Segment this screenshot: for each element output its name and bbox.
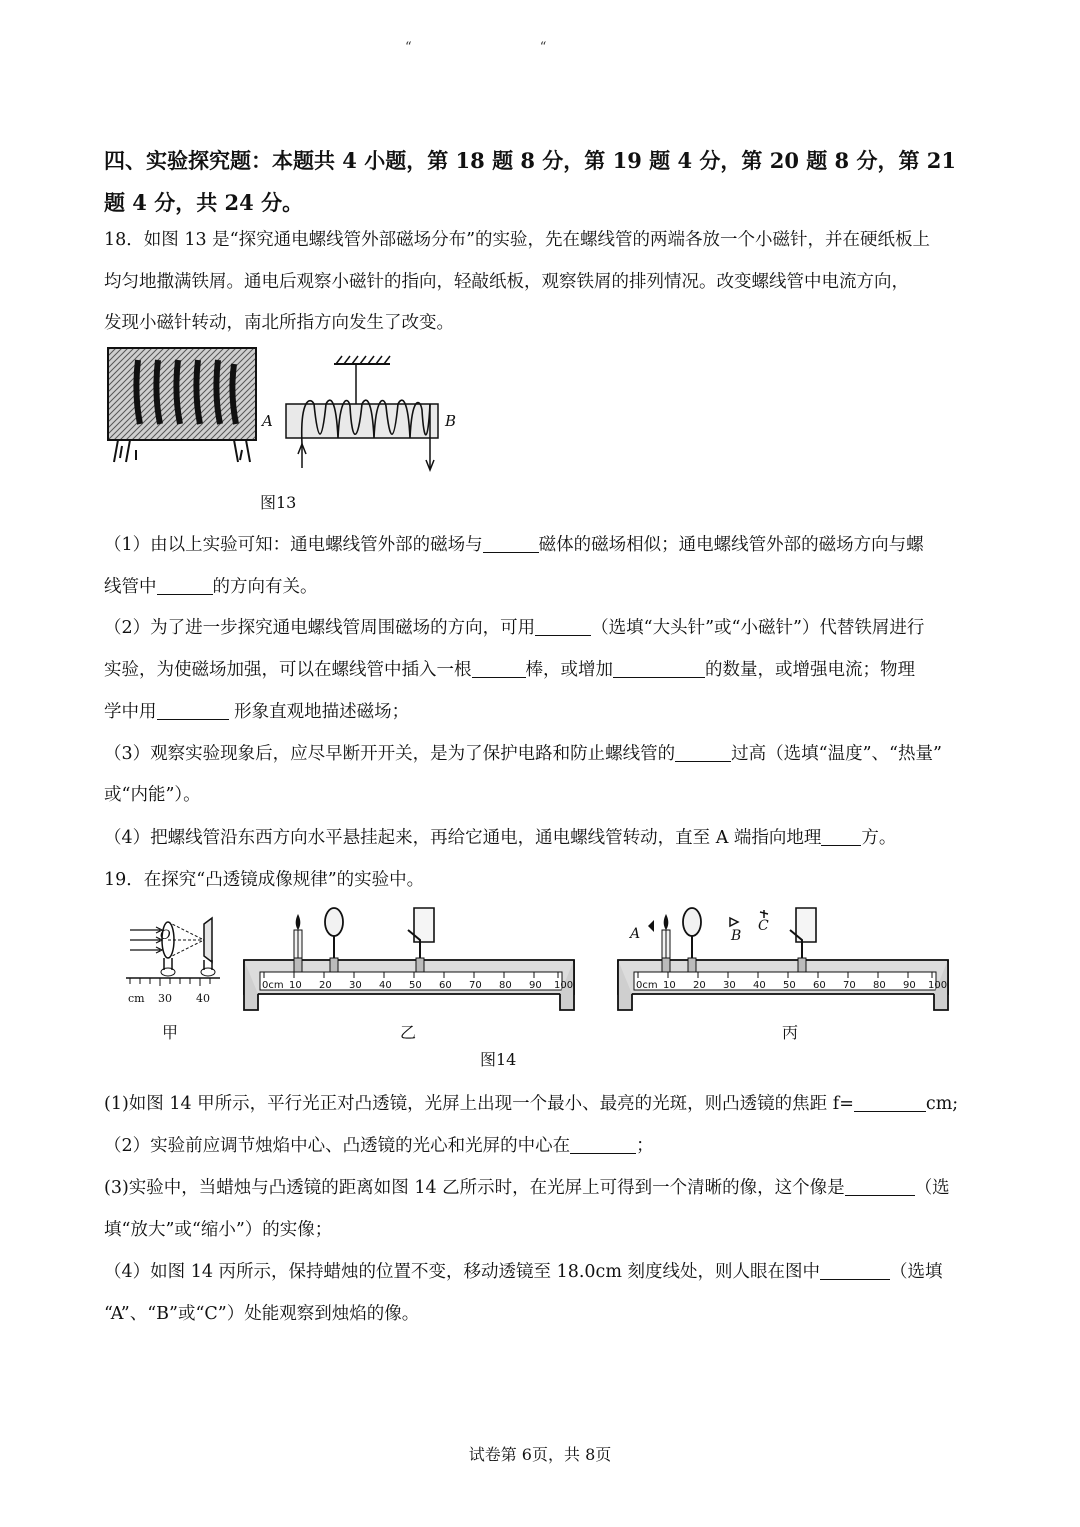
figure14-bing: [618, 908, 948, 1010]
bing-ruler-60: 60: [813, 980, 826, 991]
figure14-yi: [244, 908, 574, 1010]
bing-ruler-40: 40: [753, 980, 766, 991]
q19-part2-text-a: （2）实验前应调节烛焰中心、凸透镜的光心和光屏的中心在: [104, 1136, 571, 1156]
q19-part4-text-b: （选填: [890, 1262, 943, 1282]
q19-part3-text-a: (3)实验中，当蜡烛与凸透镜的距离如图 14 乙所示时，在光屏上可得到一个清晰的像，这个像是: [104, 1178, 845, 1198]
section-heading: 四、实验探究题：本题共 4 小题，第 18 题 8 分，第 19 题 4 分，第 20 题 8 分，第 21 题 4 分，共 24 分。: [104, 148, 957, 215]
q18-blank-6[interactable]: [157, 702, 229, 721]
q18-stem-line1: 18．如图 13 是“探究通电螺线管外部磁场分布”的实验，先在螺线管的两端各放一个小磁针，并在硬纸板上: [104, 230, 931, 250]
q18-stem-line3: 发现小磁针转动，南北所指方向发生了改变。: [104, 313, 454, 333]
q18-blank-7[interactable]: [675, 744, 731, 763]
bing-ruler-80: 80: [873, 980, 886, 991]
bing-ruler-50: 50: [783, 980, 796, 991]
q18-part4-line1: [104, 824, 896, 849]
bing-ruler-70: 70: [843, 980, 856, 991]
yi-ruler-20: 20: [319, 980, 332, 991]
q18-part1-text-d: 的方向有关。: [212, 577, 318, 597]
q19-part1-text-a: (1)如图 14 甲所示，平行光正对凸透镜，光屏上出现一个最小、最亮的光斑，则凸透镜的焦距 f=: [104, 1094, 854, 1114]
q18-part2-text-g: 形象直观地描述磁场；: [234, 702, 410, 722]
yi-ruler-30: 30: [349, 980, 362, 991]
q18-part2-line2: [104, 656, 915, 681]
iron-filings-board: [108, 348, 256, 462]
page-footer: 试卷第 6页，共 8页: [468, 1445, 612, 1464]
figure14-sub-yi: 乙: [400, 1023, 417, 1042]
bing-label-a: A: [630, 926, 641, 942]
q19-blank-2[interactable]: [570, 1136, 636, 1155]
jia-tick-2: 40: [196, 992, 210, 1005]
q19-part3-line2: 填“放大”或“缩小”）的实像；: [104, 1220, 333, 1240]
bing-label-b: B: [731, 928, 742, 944]
q18-part1-line2: [104, 573, 318, 598]
q19-part2-text-b: ；: [636, 1136, 654, 1156]
q18-part2-text-b: （选填“大头针”或“小磁针”）代替铁屑进行: [591, 618, 925, 638]
yi-ruler-100: 100: [554, 980, 574, 991]
top-marks: “ “: [405, 40, 609, 55]
q19-part1-line: [104, 1090, 958, 1115]
q18-part3-text-b: 过高（选填“温度”、“热量”: [731, 744, 942, 764]
yi-ruler-60: 60: [439, 980, 452, 991]
figure14-sub-bing: 丙: [782, 1023, 799, 1042]
q18-blank-8[interactable]: [821, 828, 861, 847]
figure13-caption: 图13: [260, 493, 297, 512]
q18-part3-line1: [104, 740, 942, 765]
q18-blank-2[interactable]: [157, 577, 213, 596]
yi-ruler-40: 40: [379, 980, 392, 991]
jia-label-o: O: [160, 928, 171, 943]
figure14: [120, 900, 960, 1020]
q18-blank-4[interactable]: [472, 660, 526, 679]
bing-ruler-100: 100: [928, 980, 948, 991]
yi-ruler-70: 70: [469, 980, 482, 991]
yi-ruler-10: 10: [289, 980, 302, 991]
yi-ruler-90: 90: [529, 980, 542, 991]
q18-part4-text-b: 方。: [861, 828, 897, 848]
q18-part1-text-a: （1）由以上实验可知：通电螺线管外部的磁场与: [104, 535, 483, 555]
yi-ruler-50: 50: [409, 980, 422, 991]
q18-part2-text-f: 学中用: [104, 702, 157, 722]
q19-part4-text-a: （4）如图 14 丙所示，保持蜡烛的位置不变，移动透镜至 18.0cm 刻度线处，则人眼在图中: [104, 1262, 821, 1282]
q18-part3-text-a: （3）观察实验现象后，应尽早断开开关，是为了保护电路和防止螺线管的: [104, 744, 676, 764]
q19-part4-line2: “A”、“B”或“C”）处能观察到烛焰的像。: [104, 1304, 420, 1324]
q18-stem-line2: 均匀地撒满铁屑。通电后观察小磁针的指向，轻敲纸板，观察铁屑的排列情况。改变螺线管中电流方向，: [104, 272, 909, 292]
figure14-jia: [126, 918, 220, 986]
q19-stem: 19．在探究“凸透镜成像规律”的实验中。: [104, 870, 425, 890]
bing-ruler-10: 10: [663, 980, 676, 991]
jia-tick-0: cm: [128, 992, 145, 1005]
figure13: [100, 340, 480, 480]
jia-tick-1: 30: [158, 992, 172, 1005]
solenoid-label-a: A: [262, 412, 273, 430]
q18-part1-text-b: 磁体的磁场相似；通电螺线管外部的磁场方向与螺: [538, 535, 924, 555]
bing-ruler-90: 90: [903, 980, 916, 991]
q18-part4-text-a: （4）把螺线管沿东西方向水平悬挂起来，再给它通电，通电螺线管转动，直至 A 端指向地理: [104, 828, 822, 848]
q18-part2-text-c: 实验，为使磁场加强，可以在螺线管中插入一根: [104, 660, 472, 680]
q19-blank-3[interactable]: [845, 1178, 915, 1197]
q19-blank-4[interactable]: [820, 1262, 890, 1281]
bing-ruler-0: 0cm: [636, 980, 658, 991]
q18-part1-text-c: 线管中: [104, 577, 157, 597]
yi-ruler-0: 0cm: [262, 980, 284, 991]
q19-part1-text-b: cm;: [925, 1094, 959, 1114]
q19-part4-line1: [104, 1258, 943, 1283]
q18-blank-5[interactable]: [613, 660, 705, 679]
q18-part2-line3: [104, 698, 409, 723]
yi-ruler-80: 80: [499, 980, 512, 991]
q18-part1-line1: [104, 531, 924, 556]
q18-part2-text-e: 的数量，或增强电流；物理: [705, 660, 915, 680]
q18-blank-3[interactable]: [535, 618, 591, 637]
q19-part3-line1: [104, 1174, 950, 1199]
q18-blank-1[interactable]: [483, 535, 539, 554]
bing-ruler-20: 20: [693, 980, 706, 991]
figure14-caption: 图14: [480, 1050, 517, 1069]
bing-ruler-30: 30: [723, 980, 736, 991]
q18-part3-line2: 或“内能”）。: [104, 785, 201, 805]
hanging-solenoid: [286, 356, 438, 470]
q18-part2-text-a: （2）为了进一步探究通电螺线管周围磁场的方向，可用: [104, 618, 536, 638]
figure14-sub-jia: 甲: [162, 1023, 179, 1042]
bing-label-c: C: [758, 918, 769, 934]
q19-part3-text-b: （选: [914, 1178, 950, 1198]
q19-blank-1[interactable]: [854, 1094, 926, 1113]
q18-part2-line1: [104, 614, 924, 639]
q19-part2-line: [104, 1132, 654, 1157]
solenoid-label-b: B: [445, 412, 457, 430]
q18-part2-text-d: 棒，或增加: [525, 660, 613, 680]
